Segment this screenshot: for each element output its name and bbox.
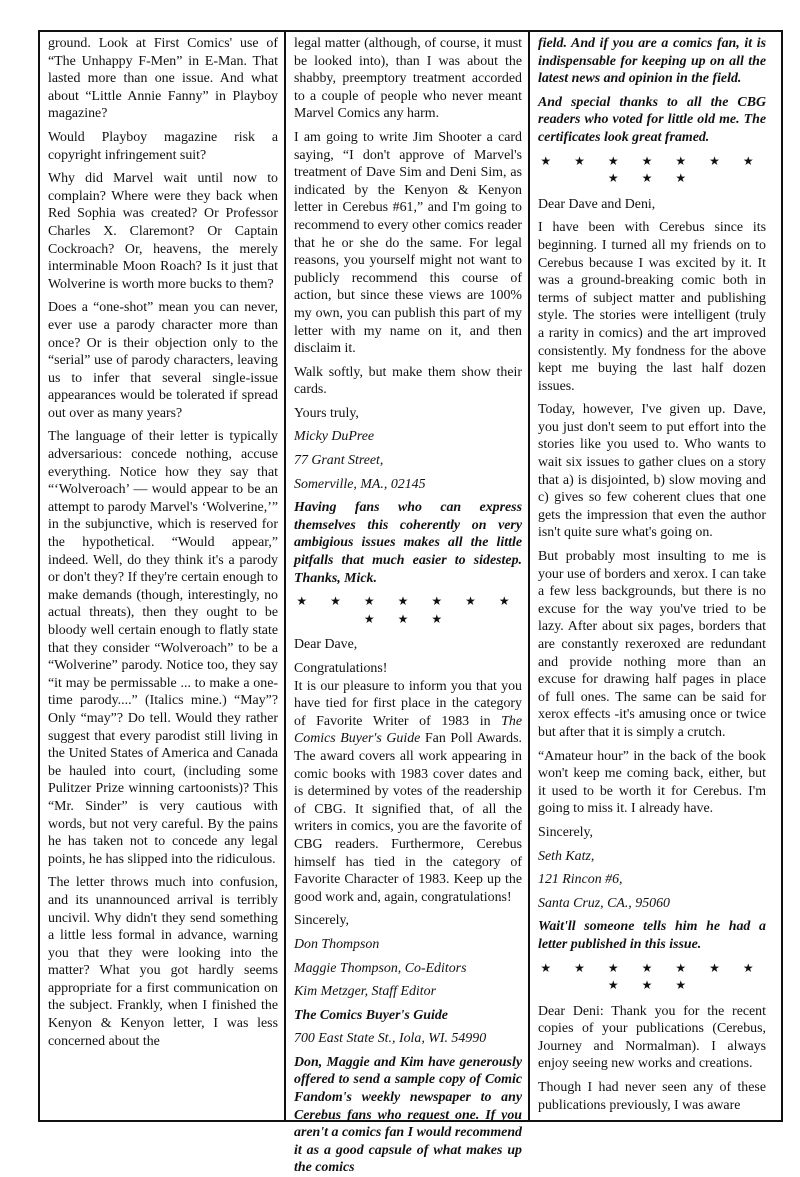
- paragraph: Dear Deni: Thank you for the recent copies of your publications (Cerebus, Journey and Normalman). I always enjoy seeing new works and creations.: [538, 1003, 766, 1072]
- paragraph: Why did Marvel wait until now to complain? Where were they back when Red Sophia was created? Or Professor Charles X. Claremont? Or Captain Cockroach? Or, heavens, the merely interminable Moon Roach? Is it just that Wolverine is worth more bucks to them?: [48, 171, 278, 292]
- editor-reply: Don, Maggie and Kim have generously offered to send a sample copy of Comic Fandom's weekly newspaper to any Cerebus fans who request one. If you aren't a comics fan I would recommend it as a good capsule of what makes up the comics: [294, 1054, 522, 1176]
- column-3: [528, 32, 772, 1120]
- signature-name: Don Thompson: [294, 936, 380, 952]
- paragraph: Does a “one-shot” mean you can never, ever use a parody character more than once? Or is their objection only to the “serial” use of parody characters, leaving us to infer that several single-issue appearances would be tolerated if spread out over as many years?: [48, 300, 278, 421]
- star-divider: ★ ★ ★ ★ ★ ★ ★ ★ ★ ★: [296, 594, 520, 626]
- signature-address: Somerville, MA., 02145: [294, 476, 426, 492]
- signature-name: Maggie Thompson, Co-Editors: [294, 960, 467, 976]
- closing: Yours truly,: [294, 405, 359, 421]
- paragraph: ground. Look at First Comics' use of “The Unhappy F-Men” in E-Man. That lasted more than one issue. And what about “Little Annie Fanny” in Playboy magazine?: [48, 36, 278, 122]
- text-run: It is our pleasure to inform you that you have tied for first place in the category of Favorite Writer of 1983 in: [294, 678, 522, 729]
- signature-address: 77 Grant Street,: [294, 453, 384, 469]
- publication-title: The Comics Buyer's Guide: [294, 713, 522, 747]
- editor-reply: And special thanks to all the CBG readers who voted for little old me. The certificates look great framed.: [538, 94, 766, 145]
- text-run: Fan Poll Awards. The award covers all work appearing in comic books with 1983 cover dates and is determined by votes of the readership of CBG. It signified that, of all the writers in comics, you are the favorite of CBG readers. Furthermore, Cerebus himself has tied in the category of Favorite Character of 1983. Keep up the good work and, again, congratulations!: [294, 731, 523, 905]
- paragraph: The language of their letter is typically adversarious: concede nothing, accuse everything. Notice how they say that “‘Wolveroach’ — would appear to be an attempt to parody Marvel's ‘Wolverine,’” in the subjunctive, which is reserved for the hypothetical. “Would appear,” indeed. Well, do they think it's a parody or don't they? If they're certain enough to make demands (though, interestingly, no actual threats), then they ought to be bloody well certain enough to flatly state that they consider “Wolveroach” to be a “Wolverine” parody. Notice too, they say “it may be permissable ... to make a one-time parody....” (Italics mine.) “May”? Only “may”? Do tell. Would they rather suggest that every parodist still living in the United States of America and Canada be hauled into court, (including some Pulitzer Prize winning cartoonists)? This “Mr. Sinder” is very cautious with words, but not very careful. By the pains he has taken not to concede any legal points, he has slipped into the ridiculous.: [48, 429, 278, 867]
- paragraph: But probably most insulting to me is your use of borders and xerox. I can take a few less backgrounds, but there is no excuse for the way you've tried to be lazy. After about six pages, borders that are constantly rexeroxed are redundant and provide nothing more than an excuse for drawing half pages in place of full ones. The same can be said for xerox effects -it's amusing once or twice but after that it is simply a crutch.: [538, 549, 766, 740]
- signature-publication: The Comics Buyer's Guide: [294, 1007, 448, 1023]
- closing: Sincerely,: [538, 824, 594, 840]
- closing: Sincerely,: [294, 913, 350, 929]
- paragraph: Today, however, I've given up. Dave, you just don't seem to put effort into the stories like you used to. Who wants to wait six issues to gather clues on a story that a) is disjointed, b) slow moving and c) gives so few coherent clues that one gets the impression that even the author isn't quite sure what's going on.: [538, 402, 766, 541]
- paragraph: The letter throws much into confusion, and its unannounced arrival is terribly uncivil. Why didn't they send something a little less formal in advance, warning you that they were looking into the matter? What you got hardly seems appropriate for a first communication on the subject. Frankly, when I finished the Kenyon & Kenyon letter, I was less concerned about the: [48, 875, 278, 1049]
- paragraph: I am going to write Jim Shooter a card saying, “I don't approve of Marvel's treatment of Dave Sim and Deni Sim, as indicated by the Kenyon & Kenyon letter in Cerebus #61,” and I'm going to recommend to every other comics reader that he or she do the same. For legal reasons, you yourself might not want to publicly recommend this course of action, but since these views are 100% my own, you can publish this part of my letter with my name on it, and then disclaim it.: [294, 129, 522, 357]
- signature-name: Micky DuPree: [294, 429, 375, 445]
- paragraph: Walk softly, but make them show their cards.: [294, 364, 522, 398]
- signature-address: 700 East State St., Iola, WI. 54990: [294, 1031, 487, 1047]
- editor-reply: Having fans who can express themselves this coherently on very ambigious issues makes all the little pitfalls that much easier to sidestep. Thanks, Mick.: [294, 500, 522, 586]
- signature-address: Santa Cruz, CA., 95060: [538, 895, 670, 911]
- star-divider: ★ ★ ★ ★ ★ ★ ★ ★ ★ ★: [540, 153, 764, 186]
- editor-reply: field. And if you are a comics fan, it is indispensable for keeping up on all the latest news and opinion in the field.: [538, 36, 766, 87]
- paragraph: Would Playboy magazine risk a copyright infringement suit?: [48, 129, 278, 163]
- letters-page: [38, 30, 783, 1176]
- paragraph: legal matter (although, of course, it must be looked into), than I was about the shabby, preemptory treatment accorded to a couple of people who never meant Marvel Comics any harm.: [294, 36, 522, 122]
- star-divider: ★ ★ ★ ★ ★ ★ ★ ★ ★ ★: [540, 960, 764, 993]
- signature-address: 121 Rincon #6,: [538, 872, 623, 888]
- paragraph: “Amateur hour” in the back of the book won't keep me coming back, either, but it used to be worth it for Cerebus. I'm going to miss it. I already have.: [538, 748, 766, 817]
- paragraph: [294, 678, 522, 907]
- salutation: Dear Dave and Deni,: [538, 196, 656, 212]
- editor-reply: Wait'll someone tells him he had a letter published in this issue.: [538, 919, 766, 952]
- salutation: Dear Dave,: [294, 637, 358, 653]
- column-2: [284, 32, 528, 1176]
- paragraph: Though I had never seen any of these publications previously, I was aware: [538, 1080, 766, 1113]
- signature-name: Seth Katz,: [538, 848, 595, 864]
- column-1: [40, 32, 284, 1120]
- paragraph: Congratulations!: [294, 661, 388, 676]
- signature-name: Kim Metzger, Staff Editor: [294, 984, 436, 1000]
- paragraph: I have been with Cerebus since its beginning. I turned all my friends on to Cerebus because I was excited by it. It was a ground-breaking comic both in terms of subject matter and publishing style. The stories were intelligent (truly a rarity in comics) and the art improved consistently. My fondness for the above kept me buying the last half dozen issues.: [538, 220, 766, 394]
